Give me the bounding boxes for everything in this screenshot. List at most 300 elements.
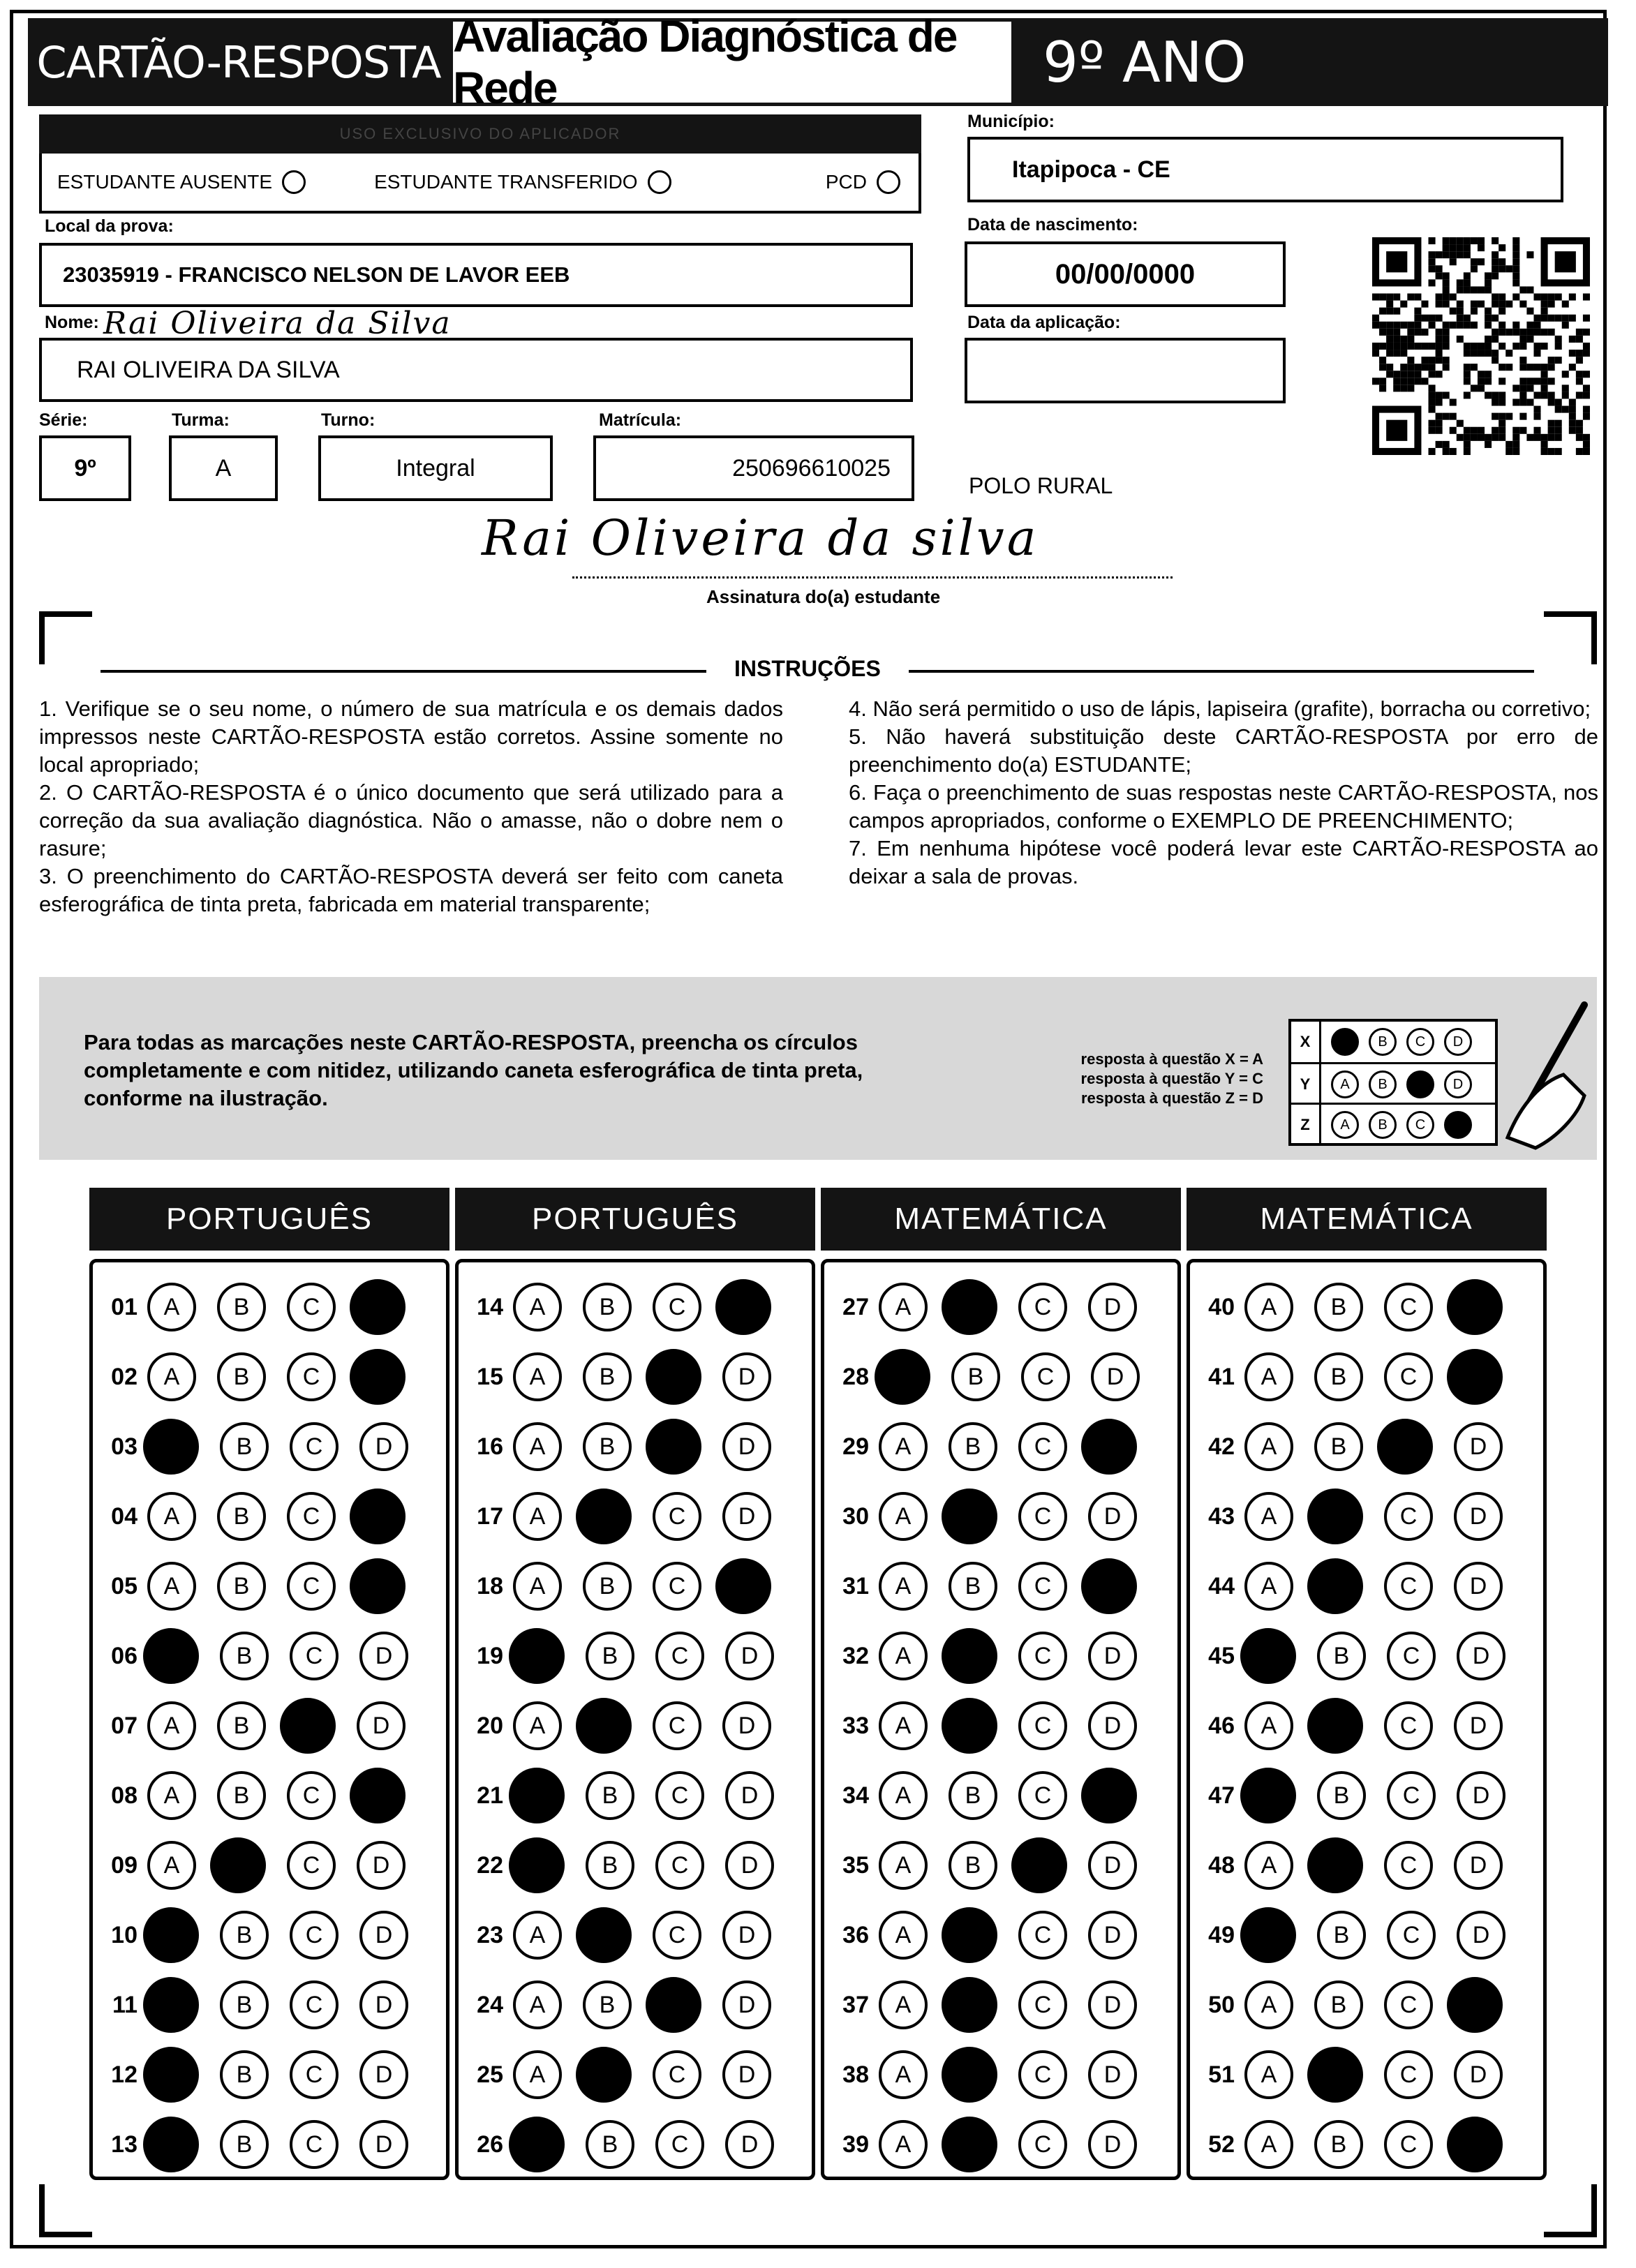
answer-bubble-c[interactable]: C (1384, 1562, 1433, 1611)
answer-bubble-a[interactable] (143, 1907, 199, 1963)
answer-bubble-d[interactable]: D (1454, 1492, 1503, 1541)
absent-bubble[interactable] (282, 170, 306, 194)
question-row (93, 1970, 408, 2040)
answer-bubble-a[interactable]: A (1244, 1352, 1293, 1401)
answer-bubble-c[interactable]: C (1018, 2050, 1067, 2099)
answer-bubble-a[interactable]: A (147, 1352, 196, 1401)
answer-bubble-d[interactable] (1081, 1768, 1137, 1823)
answer-bubble-a[interactable]: A (879, 1492, 928, 1541)
question-row (93, 2040, 408, 2110)
corner-mark-bottom-left (39, 2184, 92, 2237)
answer-bubble-c[interactable]: C (653, 1562, 701, 1611)
answer-bubble-c[interactable]: C (1384, 1492, 1433, 1541)
instruction-4: 4. Não será permitido o uso de lápis, lapiseira (grafite), borracha ou corretivo; (849, 696, 1591, 721)
answer-bubble-d[interactable] (1447, 2117, 1503, 2172)
answer-bubble-d[interactable]: D (725, 1771, 774, 1820)
answer-bubble-d[interactable]: D (1454, 1422, 1503, 1471)
question-row (1190, 1342, 1503, 1412)
answer-bubble-b[interactable] (1307, 1558, 1363, 1614)
answer-bubble-c[interactable]: C (653, 1283, 701, 1331)
answer-bubble-a[interactable]: A (879, 2050, 928, 2099)
answer-bubble-c[interactable]: C (1021, 1352, 1070, 1401)
question-number: 42 (1208, 1433, 1235, 1460)
handwritten-signature: Rai Oliveira da silva (482, 509, 1039, 567)
answer-bubble-d[interactable]: D (1454, 2050, 1503, 2099)
answer-bubble-d[interactable] (350, 1349, 406, 1405)
answer-bubble-d[interactable]: D (1088, 1980, 1137, 2029)
answer-bubble-c[interactable]: C (290, 1911, 339, 1960)
answer-bubble-c[interactable]: C (1387, 1632, 1436, 1680)
answer-bubble-c[interactable]: C (655, 1841, 704, 1890)
question-number: 08 (111, 1782, 137, 1809)
answer-bubble-a[interactable]: A (1244, 2120, 1293, 2169)
question-row (824, 2110, 1137, 2179)
answer-bubble-c[interactable]: C (1384, 1980, 1433, 2029)
answer-bubble-c[interactable]: C (290, 1422, 339, 1471)
transferred-bubble[interactable] (648, 170, 671, 194)
answer-bubble-c[interactable]: C (287, 1492, 336, 1541)
question-row (93, 1900, 408, 1970)
card-title: CARTÃO-RESPOSTA (28, 18, 449, 106)
answer-bubble-a[interactable]: A (879, 1771, 928, 1820)
question-number: 12 (111, 2061, 137, 2088)
column-header-1: PORTUGUÊS (89, 1188, 449, 1251)
question-row (824, 1482, 1137, 1551)
question-row (459, 1970, 771, 2040)
question-number: 49 (1208, 1921, 1235, 1948)
answer-bubble-d[interactable]: D (1088, 1492, 1137, 1541)
answer-bubble-b[interactable]: B (1314, 2120, 1363, 2169)
answer-bubble-d[interactable]: D (722, 1422, 771, 1471)
answer-bubble-b[interactable]: B (220, 1632, 269, 1680)
answer-bubble-a[interactable]: A (1244, 1422, 1293, 1471)
answer-bubble-d[interactable]: D (359, 1911, 408, 1960)
answer-bubble-a[interactable]: A (879, 1980, 928, 2029)
question-number: 31 (842, 1572, 869, 1599)
answer-bubble-d[interactable]: D (359, 1632, 408, 1680)
answer-bubble-c[interactable]: C (1018, 1980, 1067, 2029)
answer-bubble-d[interactable]: D (725, 1841, 774, 1890)
answer-bubble-d[interactable] (350, 1279, 406, 1335)
answer-bubble-a[interactable]: A (879, 1841, 928, 1890)
answer-bubble-d[interactable]: D (1457, 1911, 1505, 1960)
answer-bubble-d[interactable]: D (1088, 1283, 1137, 1331)
answer-bubble-c[interactable]: C (287, 1352, 336, 1401)
answer-bubble-a[interactable]: A (513, 1701, 562, 1750)
answer-bubble-c[interactable]: C (653, 1492, 701, 1541)
answer-bubble-d[interactable]: D (1088, 1632, 1137, 1680)
question-row (824, 1621, 1137, 1691)
instruction-1: 1. Verifique se o seu nome, o número de sua matrícula e os demais dados impressos neste CARTÃO-RESPOSTA estão corretos. Assine somente no local apropriado; (39, 696, 783, 777)
answer-bubble-c[interactable]: C (1384, 1701, 1433, 1750)
answer-bubble-c[interactable]: C (1018, 1283, 1067, 1331)
answer-bubble-a[interactable] (509, 1768, 565, 1823)
answer-bubble-c[interactable] (1377, 1419, 1433, 1475)
answer-bubble-c[interactable] (280, 1698, 336, 1754)
answer-bubble-a[interactable]: A (513, 1422, 562, 1471)
answer-bubble-a[interactable]: A (879, 1911, 928, 1960)
answer-bubble-c[interactable]: C (1018, 1911, 1067, 1960)
assessment-title: Avaliação Diagnóstica de Rede (449, 18, 1015, 106)
answer-bubble-b[interactable] (942, 1628, 997, 1684)
answer-bubble-a[interactable]: A (513, 1283, 562, 1331)
answer-bubble-c[interactable]: C (287, 1771, 336, 1820)
turma-field: A (169, 435, 278, 501)
answer-bubble-c[interactable]: C (1018, 1492, 1067, 1541)
answer-bubble-c[interactable]: C (1018, 2120, 1067, 2169)
answer-bubble-c[interactable]: C (287, 1841, 336, 1890)
answer-bubble-a[interactable] (875, 1349, 930, 1405)
question-number: 43 (1208, 1502, 1235, 1530)
answer-bubble-d[interactable] (1447, 1279, 1503, 1335)
question-row (1190, 1482, 1503, 1551)
question-number: 52 (1208, 2131, 1235, 2158)
question-row (1190, 2110, 1503, 2179)
question-number: 47 (1208, 1782, 1235, 1809)
answer-bubble-a[interactable]: A (513, 1492, 562, 1541)
question-row (1190, 1412, 1503, 1482)
answer-bubble-c[interactable] (646, 1977, 701, 2033)
answer-bubble-d[interactable]: D (722, 1980, 771, 2029)
example-bubble-a: A (1331, 1111, 1359, 1139)
answer-bubble-b[interactable]: B (949, 1422, 997, 1471)
instruction-6: 6. Faça o preenchimento de suas respostas neste CARTÃO-RESPOSTA, nos campos apropriados, conforme o EXEMPLO DE PREENCHIMENTO; (849, 780, 1598, 833)
answer-bubble-a[interactable]: A (147, 1771, 196, 1820)
answer-bubble-d[interactable]: D (1454, 1562, 1503, 1611)
answer-bubble-b[interactable] (942, 1279, 997, 1335)
answer-bubble-c[interactable]: C (655, 2120, 704, 2169)
answer-bubble-d[interactable]: D (357, 1701, 406, 1750)
answer-bubble-d[interactable]: D (1457, 1632, 1505, 1680)
answer-bubble-b[interactable]: B (217, 1283, 266, 1331)
answer-bubble-b[interactable]: B (1314, 1980, 1363, 2029)
answer-bubble-d[interactable] (715, 1279, 771, 1335)
grade-title: 9º ANO (1015, 18, 1608, 106)
answer-bubble-a[interactable]: A (513, 1562, 562, 1611)
answer-bubble-c[interactable]: C (653, 2050, 701, 2099)
question-number: 20 (477, 1712, 503, 1739)
question-number: 10 (111, 1921, 137, 1948)
answer-bubble-c[interactable]: C (655, 1771, 704, 1820)
answer-bubble-d[interactable]: D (357, 1841, 406, 1890)
answer-bubble-c[interactable]: C (1387, 1771, 1436, 1820)
answer-bubble-a[interactable] (1240, 1768, 1296, 1823)
answer-bubble-d[interactable]: D (359, 1422, 408, 1471)
answer-bubble-c[interactable]: C (653, 1701, 701, 1750)
answer-bubble-b[interactable]: B (220, 2120, 269, 2169)
answer-bubble-c[interactable]: C (1018, 1562, 1067, 1611)
answer-bubble-b[interactable]: B (949, 1562, 997, 1611)
applicator-box (39, 154, 921, 214)
question-row (93, 1551, 406, 1621)
instruction-2: 2. O CARTÃO-RESPOSTA é o único documento que será utilizado para a correção da sua avaliação diagnóstica. Não o amasse, não o dobre nem o rasure; (39, 780, 783, 860)
answer-bubble-b[interactable]: B (1317, 1771, 1366, 1820)
answer-bubble-b[interactable]: B (217, 1562, 266, 1611)
answer-bubble-a[interactable] (143, 1419, 199, 1475)
answer-bubble-c[interactable]: C (1018, 1701, 1067, 1750)
answer-bubble-d[interactable]: D (359, 1980, 408, 2029)
example-bubble-c: C (1406, 1028, 1434, 1056)
question-number: 40 (1208, 1293, 1235, 1320)
question-number: 48 (1208, 1851, 1235, 1879)
question-number: 05 (111, 1572, 137, 1599)
answer-bubble-b[interactable]: B (586, 1632, 634, 1680)
answer-bubble-b[interactable]: B (1314, 1422, 1363, 1471)
example-legend-y: resposta à questão Y = C (1080, 1070, 1263, 1087)
answer-bubble-b[interactable] (942, 1977, 997, 2033)
answer-bubble-c[interactable] (646, 1349, 701, 1405)
answer-bubble-b[interactable]: B (583, 1562, 632, 1611)
answer-bubble-b[interactable]: B (583, 1283, 632, 1331)
answer-bubble-a[interactable]: A (879, 1422, 928, 1471)
answer-bubble-b[interactable]: B (217, 1701, 266, 1750)
answer-bubble-d[interactable]: D (1457, 1771, 1505, 1820)
answer-bubble-d[interactable]: D (1091, 1352, 1140, 1401)
answer-bubble-b[interactable] (1307, 2047, 1363, 2103)
example-bubble-c: C (1406, 1111, 1434, 1139)
answer-bubble-b[interactable]: B (951, 1352, 1000, 1401)
answer-bubble-d[interactable] (1447, 1977, 1503, 2033)
question-row (93, 1621, 408, 1691)
answer-bubble-b[interactable] (576, 1907, 632, 1963)
answer-bubble-a[interactable]: A (147, 1283, 196, 1331)
answer-bubble-c[interactable]: C (1018, 1632, 1067, 1680)
answer-bubble-d[interactable]: D (725, 2120, 774, 2169)
answer-bubble-a[interactable]: A (147, 1701, 196, 1750)
answer-bubble-b[interactable]: B (1314, 1352, 1363, 1401)
example-legend-x: resposta à questão X = A (1080, 1050, 1263, 1068)
answer-bubble-d[interactable]: D (1088, 2120, 1137, 2169)
answer-bubble-a[interactable]: A (1244, 1980, 1293, 2029)
answer-bubble-a[interactable]: A (1244, 1283, 1293, 1331)
answer-bubble-a[interactable]: A (1244, 1562, 1293, 1611)
answer-bubble-d[interactable]: D (722, 1352, 771, 1401)
answer-bubble-d[interactable]: D (722, 1701, 771, 1750)
answer-bubble-a[interactable]: A (1244, 1841, 1293, 1890)
answer-bubble-a[interactable]: A (1244, 1701, 1293, 1750)
answer-bubble-d[interactable]: D (725, 1632, 774, 1680)
column-header-4: MATEMÁTICA (1187, 1188, 1547, 1251)
answer-bubble-d[interactable] (350, 1558, 406, 1614)
answer-bubble-c[interactable]: C (1018, 1771, 1067, 1820)
answer-bubble-c[interactable]: C (290, 2050, 339, 2099)
answer-bubble-b[interactable] (942, 1489, 997, 1544)
answer-bubble-b[interactable] (1307, 1698, 1363, 1754)
question-number: 14 (477, 1293, 503, 1320)
question-number: 36 (842, 1921, 869, 1948)
answer-bubble-a[interactable] (1240, 1907, 1296, 1963)
answer-bubble-a[interactable]: A (147, 1562, 196, 1611)
answer-bubble-b[interactable]: B (586, 2120, 634, 2169)
answer-bubble-c[interactable]: C (287, 1562, 336, 1611)
example-bubble-a (1331, 1028, 1359, 1056)
answer-bubble-a[interactable]: A (147, 1492, 196, 1541)
answer-bubble-d[interactable] (1081, 1419, 1137, 1475)
question-number: 28 (842, 1363, 869, 1390)
answer-bubble-b[interactable] (576, 1489, 632, 1544)
answer-bubble-a[interactable] (1240, 1628, 1296, 1684)
pcd-bubble[interactable] (877, 170, 900, 194)
pcd-label: PCD (825, 171, 867, 193)
answer-bubble-a[interactable]: A (879, 1632, 928, 1680)
turno-field: Integral (318, 435, 553, 501)
answer-bubble-b[interactable] (942, 2047, 997, 2103)
answer-column-4 (1187, 1259, 1547, 2180)
answer-bubble-d[interactable] (1447, 1349, 1503, 1405)
answer-bubble-d[interactable]: D (1088, 1701, 1137, 1750)
answer-bubble-b[interactable] (942, 1907, 997, 1963)
answer-bubble-b[interactable] (1307, 1837, 1363, 1893)
answer-bubble-d[interactable]: D (1088, 2050, 1137, 2099)
name-label: Nome: (45, 313, 99, 332)
question-number: 24 (477, 1991, 503, 2018)
question-number: 35 (842, 1851, 869, 1879)
answer-bubble-c[interactable]: C (290, 1632, 339, 1680)
answer-bubble-d[interactable]: D (359, 2050, 408, 2099)
question-row (459, 2040, 771, 2110)
answer-bubble-b[interactable] (576, 2047, 632, 2103)
question-number: 04 (111, 1502, 137, 1530)
question-number: 17 (477, 1502, 503, 1530)
answer-bubble-d[interactable]: D (722, 2050, 771, 2099)
answer-bubble-d[interactable] (715, 1558, 771, 1614)
answer-bubble-b[interactable]: B (220, 2050, 269, 2099)
instructions-title: INSTRUÇÕES (706, 656, 909, 682)
answer-bubble-a[interactable]: A (147, 1841, 196, 1890)
answer-bubble-c[interactable]: C (1384, 1841, 1433, 1890)
answer-bubble-c[interactable]: C (1384, 2120, 1433, 2169)
answer-bubble-d[interactable]: D (1088, 1841, 1137, 1890)
answer-bubble-a[interactable] (509, 1837, 565, 1893)
question-number: 11 (112, 1991, 137, 2018)
answer-bubble-d[interactable]: D (722, 1911, 771, 1960)
question-row (459, 1691, 771, 1761)
answer-bubble-c[interactable]: C (287, 1283, 336, 1331)
answer-bubble-c[interactable]: C (1384, 1352, 1433, 1401)
answer-bubble-c[interactable]: C (655, 1632, 704, 1680)
answer-bubble-a[interactable]: A (513, 2050, 562, 2099)
answer-bubble-c[interactable]: C (1387, 1911, 1436, 1960)
answer-bubble-a[interactable]: A (1244, 1492, 1293, 1541)
question-number: 30 (842, 1502, 869, 1530)
question-row (93, 1412, 408, 1482)
answer-bubble-b[interactable] (942, 1698, 997, 1754)
answer-bubble-c[interactable]: C (290, 1980, 339, 2029)
example-bubble-b: B (1369, 1028, 1397, 1056)
answer-bubble-b[interactable] (210, 1837, 266, 1893)
question-row (1190, 1900, 1505, 1970)
answer-bubble-d[interactable] (1081, 1558, 1137, 1614)
answer-bubble-b[interactable]: B (1314, 1283, 1363, 1331)
example-legend-z: resposta à questão Z = D (1080, 1089, 1263, 1107)
answer-column-1 (89, 1259, 449, 2180)
qr-code-icon (1372, 237, 1590, 455)
question-row (824, 1761, 1137, 1830)
answer-bubble-b[interactable]: B (583, 1980, 632, 2029)
answer-bubble-b[interactable]: B (220, 1911, 269, 1960)
answer-bubble-d[interactable]: D (722, 1492, 771, 1541)
question-row (93, 1691, 406, 1761)
local-field: 23035919 - FRANCISCO NELSON DE LAVOR EEB (39, 243, 913, 307)
answer-bubble-c[interactable]: C (1384, 1283, 1433, 1331)
answer-bubble-a[interactable] (509, 2117, 565, 2172)
answer-bubble-a[interactable] (143, 2117, 199, 2172)
answer-bubble-a[interactable]: A (879, 1701, 928, 1750)
question-number: 37 (842, 1991, 869, 2018)
question-row (1190, 1691, 1503, 1761)
answer-bubble-d[interactable]: D (359, 2120, 408, 2169)
answer-bubble-d[interactable]: D (1088, 1911, 1137, 1960)
answer-bubble-b[interactable]: B (949, 1771, 997, 1820)
answer-bubble-a[interactable] (143, 2047, 199, 2103)
answer-bubble-d[interactable] (350, 1768, 406, 1823)
question-number: 26 (477, 2131, 503, 2158)
column-header-2: PORTUGUÊS (455, 1188, 815, 1251)
answer-bubble-b[interactable]: B (583, 1352, 632, 1401)
question-row (459, 1412, 771, 1482)
answer-bubble-c[interactable]: C (1018, 1422, 1067, 1471)
answer-bubble-d[interactable] (350, 1489, 406, 1544)
question-number: 27 (842, 1293, 869, 1320)
question-number: 06 (111, 1642, 137, 1669)
answer-bubble-a[interactable]: A (879, 1562, 928, 1611)
turma-label: Turma: (172, 410, 230, 430)
answer-bubble-b[interactable] (942, 2117, 997, 2172)
answer-bubble-b[interactable]: B (586, 1841, 634, 1890)
answer-bubble-b[interactable]: B (583, 1422, 632, 1471)
application-date-field[interactable] (965, 338, 1286, 403)
answer-bubble-b[interactable]: B (217, 1771, 266, 1820)
answer-bubble-b[interactable]: B (217, 1352, 266, 1401)
answer-bubble-a[interactable]: A (513, 1352, 562, 1401)
application-date-label: Data da aplicação: (967, 313, 1121, 332)
matricula-label: Matrícula: (599, 410, 682, 430)
hand-pen-icon (1480, 998, 1591, 1151)
answer-bubble-b[interactable]: B (949, 1841, 997, 1890)
answer-bubble-a[interactable]: A (513, 1980, 562, 2029)
answer-bubble-d[interactable]: D (1454, 1841, 1503, 1890)
answer-bubble-a[interactable]: A (513, 1911, 562, 1960)
answer-bubble-b[interactable]: B (586, 1771, 634, 1820)
answer-bubble-c[interactable]: C (290, 2120, 339, 2169)
answer-bubble-b[interactable]: B (1317, 1911, 1366, 1960)
answer-bubble-b[interactable]: B (220, 1422, 269, 1471)
example-row-label: Z (1291, 1105, 1321, 1145)
answer-bubble-c[interactable] (1011, 1837, 1067, 1893)
handwritten-name: Rai Oliveira da Silva (103, 306, 452, 341)
answer-bubble-b[interactable]: B (217, 1492, 266, 1541)
example-row (1291, 1062, 1495, 1105)
answer-bubble-c[interactable] (646, 1419, 701, 1475)
answer-bubble-a[interactable]: A (879, 2120, 928, 2169)
question-number: 22 (477, 1851, 503, 1879)
answer-bubble-a[interactable] (143, 1628, 199, 1684)
question-row (93, 1761, 406, 1830)
answer-bubble-b[interactable] (1307, 1489, 1363, 1544)
answer-bubble-a[interactable]: A (879, 1283, 928, 1331)
answer-bubble-d[interactable]: D (1454, 1701, 1503, 1750)
example-text: Para todas as marcações neste CARTÃO-RESPOSTA, preencha os círculos completamente e com nitidez, utilizando caneta esferográfica de tinta preta, conforme na ilustração. (84, 1030, 863, 1110)
answer-bubble-c[interactable]: C (653, 1911, 701, 1960)
answer-bubble-b[interactable]: B (1317, 1632, 1366, 1680)
answer-bubble-c[interactable]: C (1384, 2050, 1433, 2099)
answer-bubble-b[interactable] (576, 1698, 632, 1754)
answer-bubble-a[interactable] (143, 1977, 199, 2033)
answer-bubble-b[interactable]: B (220, 1980, 269, 2029)
answer-bubble-a[interactable] (509, 1628, 565, 1684)
answer-bubble-a[interactable]: A (1244, 2050, 1293, 2099)
question-number: 13 (111, 2131, 137, 2158)
